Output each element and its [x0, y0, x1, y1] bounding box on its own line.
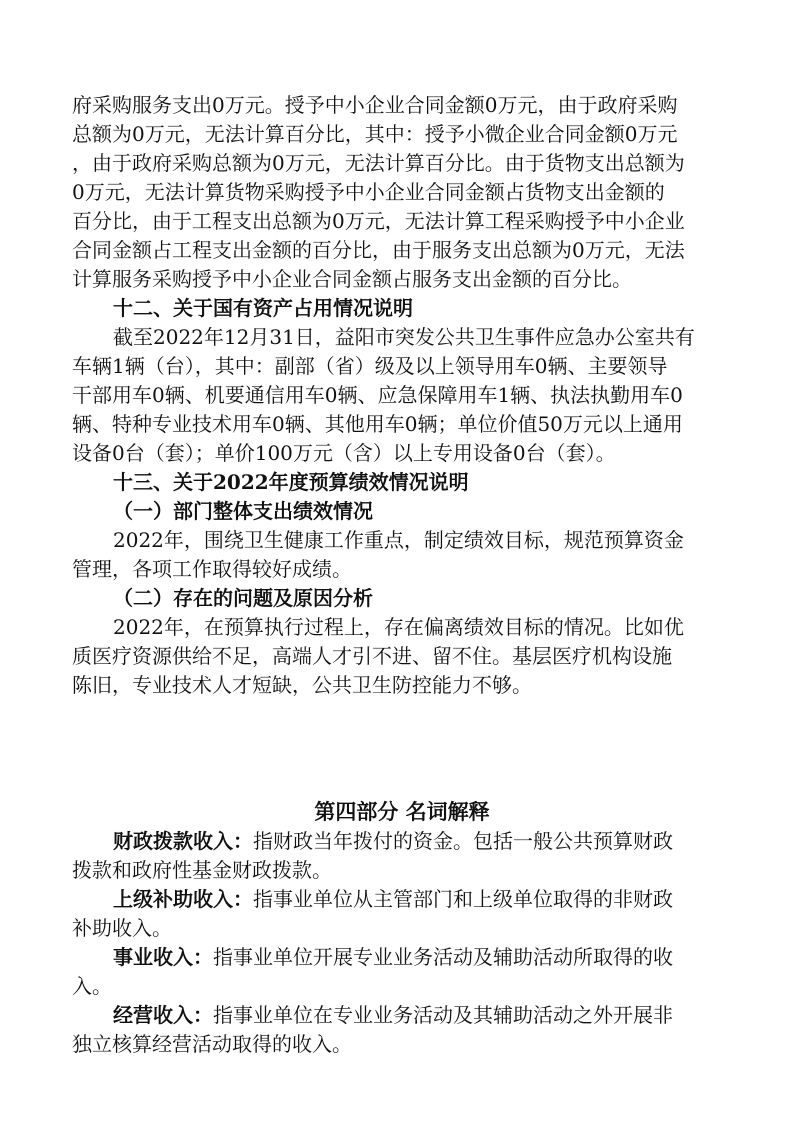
text-line: 拨款和政府性基金财政拨款。 [72, 858, 332, 882]
text-line: 管理，各项工作取得较好成绩。 [72, 557, 352, 581]
term-text: 指财政当年拨付的资金。包括一般公共预算财政 [253, 829, 673, 853]
text-line: 车辆1辆（台），其中：副部（省）级及以上领导用车0辆、主要领导 [72, 354, 668, 378]
text-line: 总额为0万元，无法计算百分比，其中：授予小微企业合同金额0万元 [72, 122, 678, 146]
term-label: 财政拨款收入： [113, 829, 253, 853]
text-line: 合同金额占工程支出金额的百分比，由于服务支出总额为0万元，无法 [72, 238, 685, 262]
text-line: 辆、特种专业技术用车0辆、其他用车0辆；单位价值50万元以上通用 [72, 412, 683, 436]
text-line: 2022年，围绕卫生健康工作重点，制定绩效目标，规范预算资金 [113, 528, 684, 552]
subsection-2-paragraph [72, 613, 732, 700]
term-definition [72, 885, 732, 943]
term-definition [72, 943, 732, 1001]
text-line: 入。 [72, 974, 112, 998]
part-4-title: 第四部分 名词解释 [314, 799, 490, 824]
subsection-1-paragraph [72, 526, 732, 584]
text-line: 独立核算经营活动取得的收入。 [72, 1032, 352, 1056]
section-12-paragraph [72, 323, 732, 468]
term-definition [72, 1001, 732, 1059]
text-line: 计算服务采购授予中小企业合同金额占服务支出金额的百分比。 [72, 267, 632, 291]
document-body [72, 91, 732, 1059]
term-text: 指事业单位在专业业务活动及其辅助活动之外开展非 [213, 1003, 673, 1027]
text-line: 府采购服务支出0万元。授予中小企业合同金额0万元，由于政府采购 [72, 93, 678, 117]
text-line: 2022年，在预算执行过程上，存在偏离绩效目标的情况。比如优 [113, 615, 684, 639]
text-line: 补助收入。 [72, 916, 172, 940]
subsection-2-heading: （二）存在的问题及原因分析 [113, 586, 373, 610]
text-line: 百分比，由于工程支出总额为0万元，无法计算工程采购授予中小企业 [72, 209, 685, 233]
term-text: 指事业单位从主管部门和上级单位取得的非财政 [253, 887, 673, 911]
text-line: 质医疗资源供给不足，高端人才引不进、留不住。基层医疗机构设施 [72, 644, 672, 668]
text-line: 陈旧，专业技术人才短缺，公共卫生防控能力不够。 [72, 673, 532, 697]
subsection-1-heading: （一）部门整体支出绩效情况 [113, 499, 373, 523]
section-13-heading: 十三、关于2022年度预算绩效情况说明 [113, 470, 469, 494]
spacer [72, 700, 732, 790]
text-line: 干部用车0辆、机要通信用车0辆、应急保障用车1辆、执法执勤用车0 [72, 383, 683, 407]
term-label: 事业收入： [113, 945, 213, 969]
text-line: ，由于政府采购总额为0万元，无法计算百分比。由于货物支出总额为 [72, 151, 685, 175]
text-line: 0万元，无法计算货物采购授予中小企业合同金额占货物支出金额的 [72, 180, 665, 204]
term-definition [72, 827, 732, 885]
text-line: 设备0台（套）；单价100万元（含）以上专用设备0台（套）。 [72, 441, 616, 465]
intro-paragraph [72, 91, 732, 294]
term-label: 经营收入： [113, 1003, 213, 1027]
section-12-heading: 十二、关于国有资产占用情况说明 [113, 296, 413, 320]
term-label: 上级补助收入： [113, 887, 253, 911]
term-text: 指事业单位开展专业业务活动及辅助活动所取得的收 [213, 945, 673, 969]
text-line: 截至2022年12月31日，益阳市突发公共卫生事件应急办公室共有 [113, 325, 695, 349]
